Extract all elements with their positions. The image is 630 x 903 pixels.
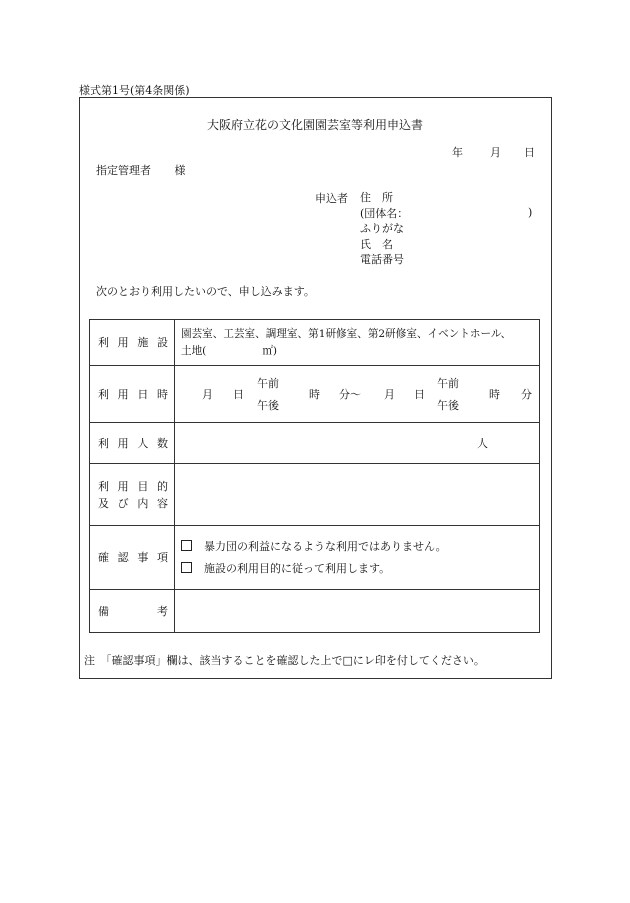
confirm-item-1: 暴力団の利益になるような利用ではありません。 bbox=[181, 536, 533, 558]
head-people: 利 用 人 数 bbox=[90, 423, 175, 464]
manager-honorific: 様 bbox=[174, 164, 186, 177]
end-day: 日 bbox=[414, 388, 425, 401]
row-facility bbox=[90, 320, 540, 366]
footnote: 注 「確認事項」欄は、該当することを確認した上で□にレ印を付してください。 bbox=[84, 654, 485, 667]
start-minute: 分〜 bbox=[339, 388, 361, 401]
purpose-value[interactable] bbox=[175, 464, 540, 526]
start-hour: 時 bbox=[309, 388, 320, 401]
address-label: 住 所 bbox=[360, 191, 393, 204]
end-minute: 分 bbox=[521, 388, 532, 401]
datetime-value[interactable] bbox=[175, 366, 540, 423]
intro-text: 次のとおり利用したいので、申し込みます。 bbox=[96, 285, 315, 298]
end-hour: 時 bbox=[489, 388, 500, 401]
row-datetime bbox=[90, 366, 540, 423]
start-day: 日 bbox=[233, 388, 244, 401]
row-remarks bbox=[90, 590, 540, 633]
manager-line bbox=[96, 162, 186, 178]
people-unit: 人 bbox=[477, 437, 488, 450]
applicant-label: 申込者 bbox=[315, 192, 348, 205]
confirm-value bbox=[175, 526, 540, 590]
organization-close: ) bbox=[528, 206, 533, 219]
land-line: 土地( ㎡) bbox=[181, 344, 278, 357]
facility-options: 園芸室、工芸室、調理室、第1研修室、第2研修室、イベントホール、 bbox=[181, 327, 512, 340]
remarks-value[interactable] bbox=[175, 590, 540, 633]
furigana-label: ふりがな bbox=[360, 222, 404, 235]
start-pm: 午後 bbox=[257, 399, 279, 412]
facility-value[interactable] bbox=[175, 320, 540, 366]
head-facility: 利 用 施 設 bbox=[90, 320, 175, 366]
people-value[interactable] bbox=[175, 423, 540, 464]
form-number: 様式第1号(第4条関係) bbox=[79, 84, 190, 97]
row-purpose bbox=[90, 464, 540, 526]
head-remarks: 備 考 bbox=[90, 590, 175, 633]
start-am: 午前 bbox=[257, 377, 279, 390]
end-pm: 午後 bbox=[437, 399, 459, 412]
day-label: 日 bbox=[524, 146, 535, 159]
applicant-fields bbox=[360, 190, 408, 268]
month-label: 月 bbox=[490, 146, 501, 159]
usage-table bbox=[89, 319, 540, 633]
manager-label: 指定管理者 bbox=[96, 164, 151, 177]
start-month: 月 bbox=[202, 388, 213, 401]
end-month: 月 bbox=[384, 388, 395, 401]
confirm-item-2: 施設の利用目的に従って利用します。 bbox=[181, 558, 533, 580]
form-title: 大阪府立花の文化園園芸室等利用申込書 bbox=[206, 118, 423, 132]
name-label: 氏 名 bbox=[360, 237, 393, 251]
head-datetime: 利 用 日 時 bbox=[90, 366, 175, 423]
row-people bbox=[90, 423, 540, 464]
organization-label: (団体名： bbox=[360, 206, 409, 220]
checkbox-icon[interactable] bbox=[181, 562, 192, 573]
year-label: 年 bbox=[452, 146, 463, 159]
checkbox-icon[interactable] bbox=[181, 540, 192, 551]
head-confirm: 確 認 事 項 bbox=[90, 526, 175, 590]
head-purpose: 利 用 目 的 及 び 内 容 bbox=[90, 464, 175, 526]
phone-label: 電話番号 bbox=[360, 253, 404, 266]
end-am: 午前 bbox=[437, 377, 459, 390]
row-confirm bbox=[90, 526, 540, 590]
